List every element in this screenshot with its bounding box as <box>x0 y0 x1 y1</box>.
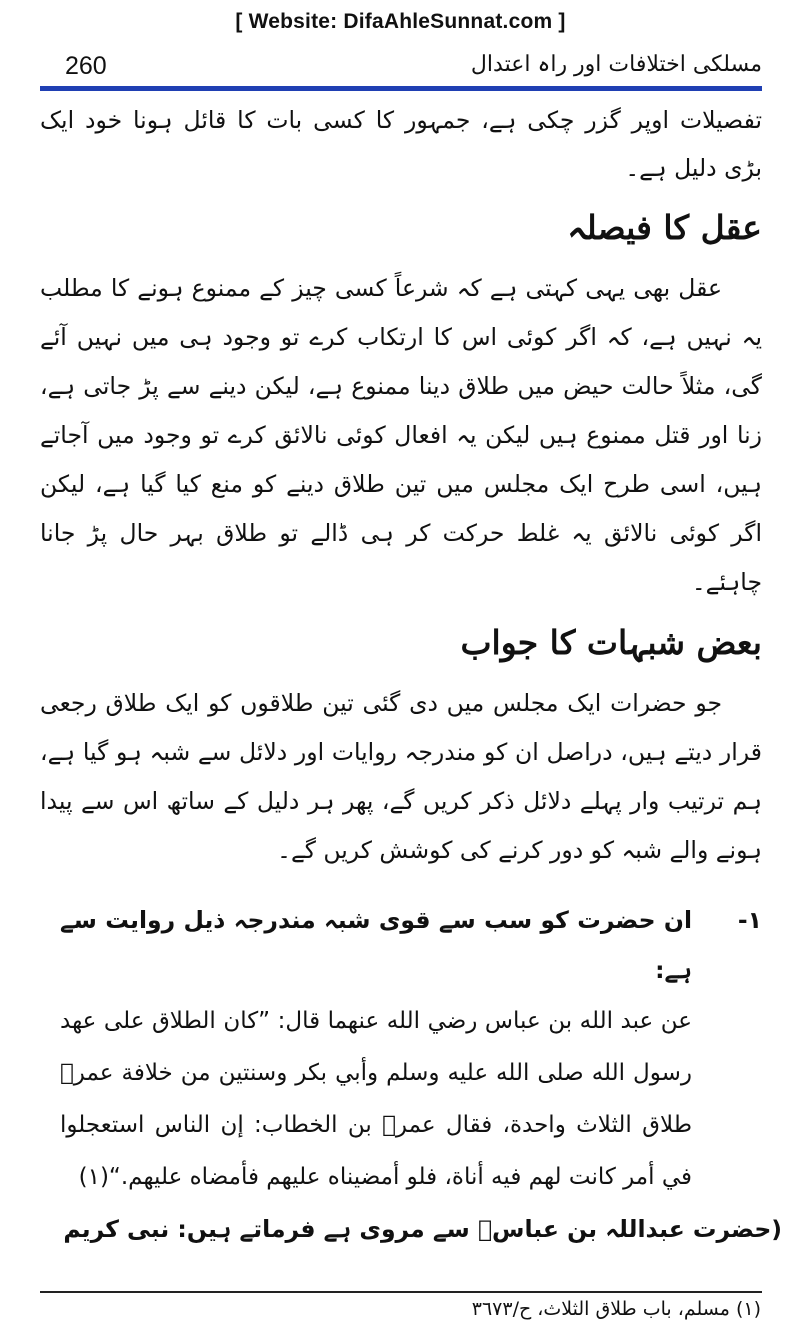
item-body <box>40 895 782 1255</box>
page-body <box>40 96 782 1255</box>
item-number: ۱- <box>737 906 762 934</box>
website-banner: [ Website: DifaAhleSunnat.com ] <box>235 10 566 33</box>
page-header <box>40 48 762 88</box>
page-number: 260 <box>65 52 107 80</box>
numbered-item-1 <box>40 895 782 1255</box>
footnote-rule <box>40 1291 762 1293</box>
section-title-aql-ka-faisla: عقل کا فیصلہ <box>567 208 762 247</box>
footnote: (١) مسلم، باب طلاق الثلاث، ح/٣٦٧٣ <box>471 1298 761 1320</box>
closing-line: (حضرت عبداللہ بن عباسؓ سے مروی ہے فرماتے ہیں: نبی کریم <box>63 1215 782 1243</box>
section-paragraph-shubhat: جو حضرات ایک مجلس میں دی گئی تین طلاقوں کو ایک طلاق رجعی قرار دیتے ہیں، دراصل ان کو مندرجہ روایات اور دلائل سے شبہ ہو گیا ہے، ہم ترتیب وار پہلے دلائل ذکر کریں گے، پھر ہر دلیل کے ساتھ اس سے پیدا ہونے والے شبہ کو دور کرنے کی کوشش کریں گے۔ <box>40 689 762 864</box>
section-paragraph-aql: عقل بھی یہی کہتی ہے کہ شرعاً کسی چیز کے ممنوع ہونے کا مطلب یہ نہیں ہے، کہ اگر کوئی اس کا ارتکاب کرے تو وجود ہی میں نہیں آئے گی، مثلاً حالت حیض میں طلاق دینا ممنوع ہے، لیکن دینے سے پڑ جاتی ہے، زنا اور قتل ممنوع ہیں لیکن یہ افعال کوئی نالائق کرے تو وجود میں آجاتے ہیں، اسی طرح ایک مجلس میں تین طلاق دینے کو منع کیا گیا ہے، لیکن اگر کوئی نالائق یہ غلط حرکت کر ہی ڈالے تو طلاق بہر حال پڑ جانا چاہئے۔ <box>40 274 762 596</box>
opening-line: تفصیلات اوپر گزر چکی ہے، جمہور کا کسی بات کا قائل ہونا خود ایک بڑی دلیل ہے۔ <box>40 106 762 182</box>
header-rule <box>40 86 762 91</box>
section-title-shubhat-ka-jawab: بعض شبہات کا جواب <box>460 623 762 662</box>
item-intro: ان حضرت کو سب سے قوی شبہ مندرجہ ذیل روایت سے ہے: <box>60 906 692 984</box>
running-title: مسلکی اختلافات اور راہ اعتدال <box>470 52 762 77</box>
arabic-hadith-quote: عن عبد الله بن عباس رضي الله عنهما قال: ”كان الطلاق على عهد رسول الله صلى الله عليه وسلم وأبي بكر وسنتين من خلافة عمرؓ طلاق الثلاث واحدة، فقال عمرؓ بن الخطاب: إن الناس استعجلوا في أمر كانت لهم فيه أناة، فلو أمضيناه عليهم فأمضاه عليهم.“(١) <box>60 1008 692 1190</box>
